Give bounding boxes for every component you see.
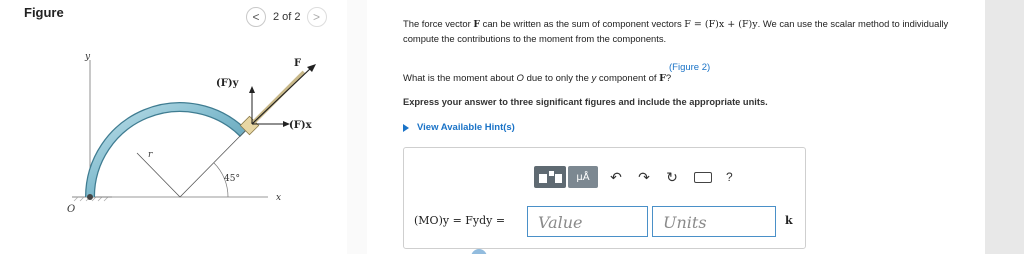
intro-text-3: . We can use the scalar method to individually compute the contributions to the moment from the components. [403,18,949,44]
help-icon[interactable]: ? [726,170,733,184]
math-toolbar [534,166,733,188]
question-part-b: due to only the [526,73,589,84]
fy-label: (F)y [216,78,239,89]
question-part-c: component of [598,73,657,84]
figure-page-count: 2 of 2 [273,11,301,23]
radius-line [180,130,246,197]
angle-label: 45° [224,174,240,184]
pin-support [87,194,93,200]
fy-arrowhead [249,86,255,93]
view-hints-link[interactable] [403,122,515,133]
chevron-right-icon: > [313,10,321,24]
right-margin [985,0,1024,254]
figure-title: Figure [24,5,64,20]
component-equation: F = (F)x + (F)y [684,19,758,30]
intro-text-2: can be written as the sum of component vectors [482,18,682,29]
radius-dimension-line [137,153,180,197]
chevron-left-icon: < [252,10,260,24]
answer-instructions: Express your answer to three significant figures and include the appropriate units. [403,97,768,107]
units-input[interactable]: Units [652,206,776,237]
question-end: ? [665,73,672,84]
problem-statement [403,17,973,46]
question-y: y [591,73,597,84]
question-force: F [659,73,666,84]
submit-indicator [471,249,487,254]
question-text [403,73,671,84]
radius-label: r [148,150,153,160]
question-point-o: O [516,73,524,84]
units-symbol-button[interactable]: μÅ [568,166,598,188]
x-axis-label: x [276,193,282,203]
force-arrow [252,67,312,124]
keyboard-icon[interactable] [694,172,712,183]
hint-label: View Available Hint(s) [417,122,515,133]
answer-expression: (MO)y = Fydy = [414,214,506,227]
y-axis-label: y [85,52,91,62]
unit-suffix: k [785,214,793,227]
mechanics-diagram [0,0,347,254]
question-part-a: What is the moment about [403,73,514,84]
redo-icon[interactable]: ↷ [638,168,650,185]
figure-link[interactable]: (Figure 2) [669,62,711,73]
fx-label: (F)x [289,120,312,131]
answer-box [403,147,806,249]
panel-gutter [347,0,367,254]
intro-text-1: The force vector [403,18,471,29]
origin-label: O [67,204,76,215]
force-label: F [294,58,302,69]
reset-icon[interactable]: ↻ [666,168,678,185]
value-input[interactable]: Value [527,206,648,237]
caret-right-icon [403,124,409,132]
undo-icon[interactable]: ↶ [610,168,622,185]
force-symbol: F [473,19,481,30]
templates-button[interactable] [534,166,566,188]
figure-panel [0,0,347,254]
